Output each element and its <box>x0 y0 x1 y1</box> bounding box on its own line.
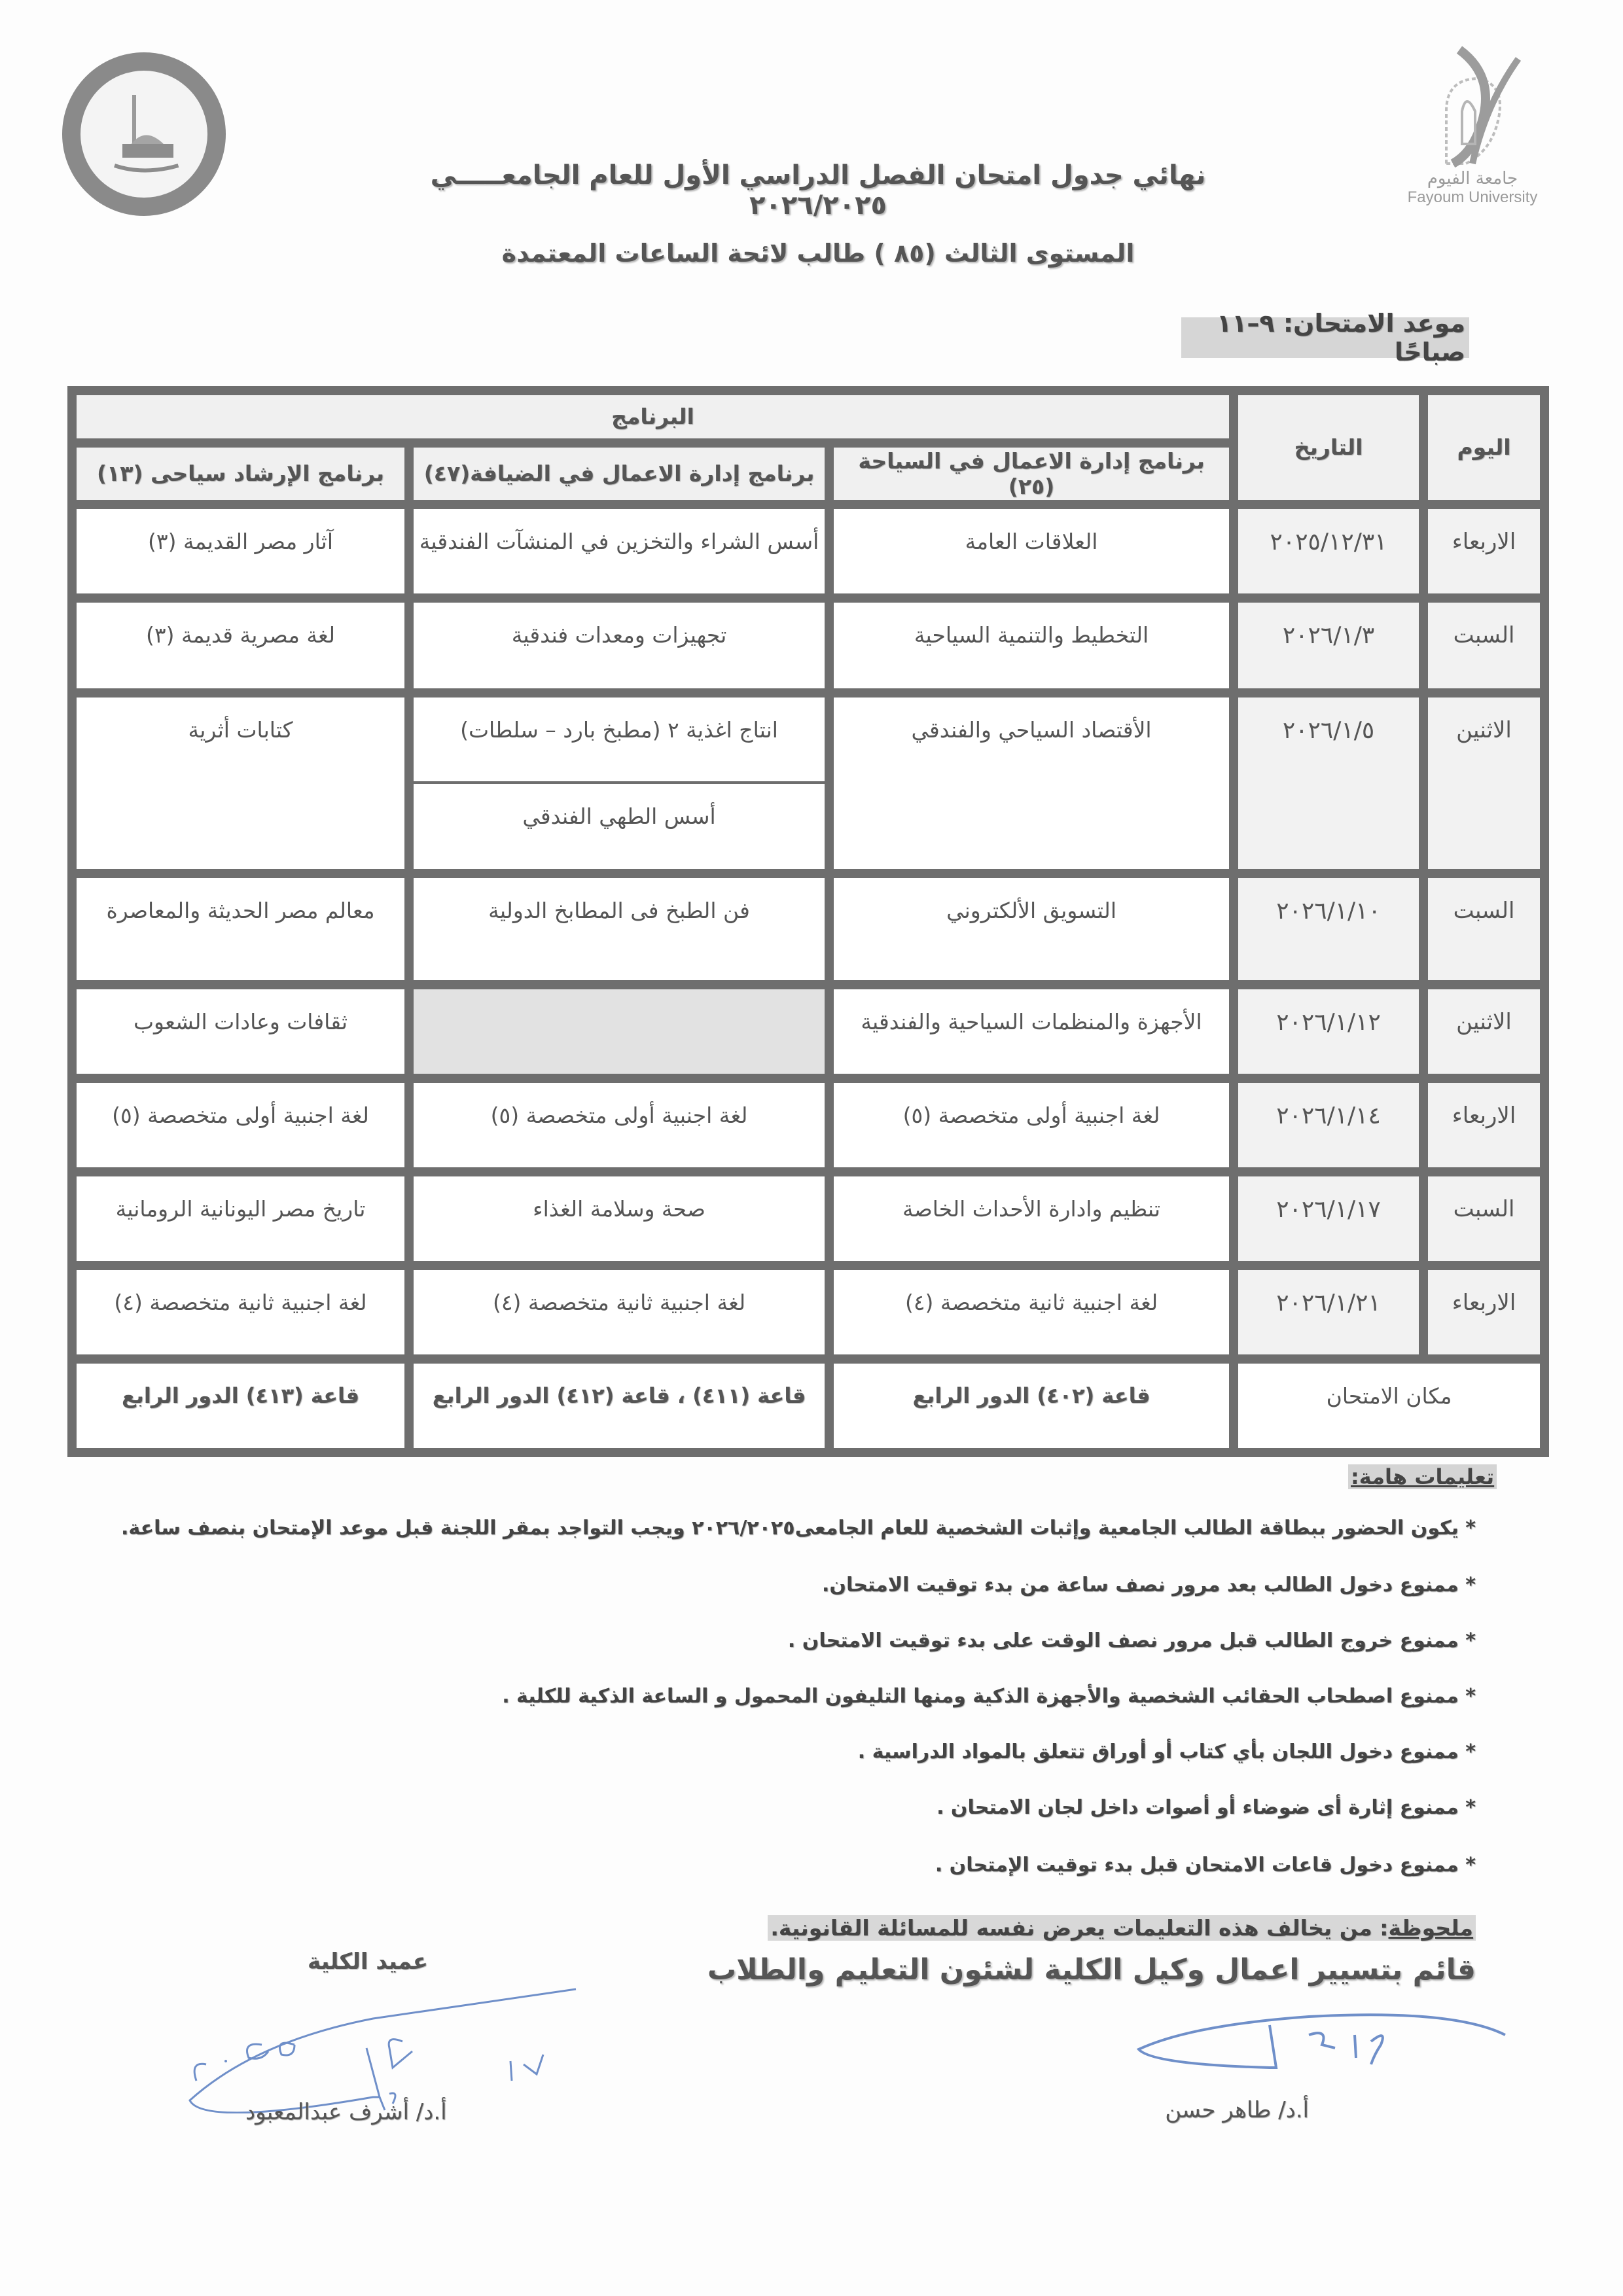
row-course-guidance: معالم مصر الحديثة والمعاصرة <box>106 897 375 923</box>
row-course-hospitality: صحة وسلامة الغذاء <box>533 1195 705 1222</box>
table-row <box>72 1078 1544 1172</box>
exam-schedule-table <box>67 386 1549 1457</box>
row-day: السبت <box>1453 1195 1515 1222</box>
row-course-hospitality: تجهيزات ومعدات فندقية <box>511 622 727 648</box>
table-row <box>72 693 1544 874</box>
instruction-item: * ممنوع دخول اللجان بأي كتاب أو أوراق تتعلق بالمواد الدراسية . <box>857 1740 1476 1763</box>
header-program-guidance: برنامج الإرشاد سياحى (١٣) <box>72 443 409 504</box>
header-date: التاريخ <box>1234 391 1423 504</box>
document-subtitle: المستوى الثالث (٨٥ ) طالب لائحة الساعات المعتمدة <box>501 239 1135 268</box>
row-course-guidance: آثار مصر القديمة (٣) <box>148 528 334 554</box>
instruction-item: * ممنوع خروج الطالب قبل مرور نصف الوقت على بدء توقيت الامتحان . <box>787 1629 1476 1652</box>
vice-dean-name: أ.د/ طاهر حسن <box>1165 2097 1309 2123</box>
location-tourism: قاعة (٤٠٢) الدور الرابع <box>912 1383 1150 1408</box>
table-row <box>72 504 1544 598</box>
row-date: ٢٠٢٦/١/٢١ <box>1276 1289 1381 1316</box>
instruction-item: * ممنوع إثارة أى ضوضاء أو أصوات داخل لجان الامتحان . <box>936 1796 1476 1819</box>
row-date: ٢٠٢٦/١/٥ <box>1282 716 1375 744</box>
instruction-item: * يكون الحضور ببطاقة الطالب الجامعية وإثبات الشخصية للعام الجامعى٢٠٢٦/٢٠٢٥ ويجب التواجد بمقر اللجنة قبل موعد الإمتحان بنصف ساعة. <box>121 1517 1476 1540</box>
row-day: السبت <box>1453 897 1515 924</box>
row-day: الاربعاء <box>1452 1102 1516 1129</box>
university-logo <box>1387 39 1558 216</box>
note-text: : من يخالف هذه التعليمات يعرض نفسه للمسائلة القانونية. <box>770 1915 1389 1941</box>
exam-time: موعد الامتحان: ٩–١١ صباحًا <box>1181 317 1469 358</box>
header-program-hospitality: برنامج إدارة الاعمال في الضيافة(٤٧) <box>409 443 829 504</box>
table-row <box>72 598 1544 693</box>
instruction-item: * ممنوع دخول الطالب بعد مرور نصف ساعة من بدء توقيت الامتحان. <box>822 1574 1476 1597</box>
instruction-item: * ممنوع اصطحاب الحقائب الشخصية والأجهزة الذكية ومنها التليفون المحمول و الساعة الذكية للكلية . <box>502 1685 1476 1708</box>
row-day: الاربعاء <box>1452 1289 1516 1316</box>
legal-note <box>768 1915 1476 1941</box>
row-course-tourism: الأقتصاد السياحي والفندقي <box>911 716 1152 743</box>
fayoum-university-logo-icon <box>1407 39 1538 170</box>
table-row <box>72 1265 1544 1359</box>
row-course-guidance: لغة مصرية قديمة (٣) <box>145 622 336 648</box>
row-day: الاربعاء <box>1452 528 1516 555</box>
dean-title: عميد الكلية <box>308 1949 428 1975</box>
row-course-hospitality-2: أسس الطهي الفندقي <box>522 803 716 829</box>
row-course-tourism: الأجهزة والمنظمات السياحية والفندقية <box>861 1008 1202 1034</box>
row-course-tourism: لغة اجنبية ثانية متخصصة (٤) <box>904 1289 1158 1315</box>
row-course-hospitality: لغة اجنبية ثانية متخصصة (٤) <box>492 1289 746 1315</box>
table-row <box>72 874 1544 985</box>
table-row <box>72 985 1544 1078</box>
row-course-hospitality: لغة اجنبية أولى متخصصة (٥) <box>490 1102 748 1128</box>
split-cell-hospitality <box>414 698 825 869</box>
row-course-hospitality: أسس الشراء والتخزين في المنشآت الفندقية <box>419 528 819 554</box>
header-program-group: البرنامج <box>72 391 1234 443</box>
header-day: اليوم <box>1423 391 1544 504</box>
instruction-item: * ممنوع دخول قاعات الامتحان قبل بدء توقيت الإمتحان . <box>935 1854 1476 1877</box>
dean-name: أ.د/ أشرف عبدالمعبود <box>245 2099 447 2125</box>
university-name-english: Fayoum University <box>1407 188 1538 206</box>
row-date: ٢٠٢٦/١/١٤ <box>1276 1102 1381 1129</box>
vice-dean-signature <box>1113 2002 1531 2074</box>
row-date: ٢٠٢٥/١٢/٣١ <box>1270 528 1387 556</box>
location-hospitality: قاعة (٤١١) ، قاعة (٤١٢) الدور الرابع <box>432 1383 806 1408</box>
row-course-guidance: لغة اجنبية ثانية متخصصة (٤) <box>114 1289 367 1315</box>
row-course-tourism: لغة اجنبية أولى متخصصة (٥) <box>902 1102 1160 1128</box>
location-row <box>72 1359 1544 1453</box>
row-course-hospitality: فن الطبخ فى المطابخ الدولية <box>488 897 750 923</box>
row-date: ٢٠٢٦/١/٣ <box>1282 622 1375 649</box>
faculty-seal-logo <box>62 52 226 216</box>
row-course-tourism: العلاقات العامة <box>965 528 1098 554</box>
vice-dean-title: قائم بتسيير اعمال وكيل الكلية لشئون التعليم والطلاب <box>707 1953 1476 1987</box>
row-course-tourism: تنظيم وادارة الأحداث الخاصة <box>902 1195 1161 1222</box>
row-course-guidance: تاريخ مصر اليونانية الرومانية <box>115 1195 366 1222</box>
row-course-guidance: كتابات أثرية <box>188 716 293 743</box>
row-course-hospitality: انتاج اغذية ٢ (مطبخ بارد – سلطات) <box>460 716 778 743</box>
document-title: نهائي جدول امتحان الفصل الدراسي الأول للعام الجامعـــــي ٢٠٢٦/٢٠٢٥ <box>430 160 1206 221</box>
location-label: مكان الامتحان <box>1326 1383 1452 1409</box>
faculty-of-tourism-and-hotels-seal-icon <box>95 85 193 183</box>
row-date: ٢٠٢٦/١/١٢ <box>1276 1008 1381 1036</box>
handwritten-signature-icon <box>1113 2002 1531 2074</box>
row-date: ٢٠٢٦/١/١٠ <box>1276 897 1381 925</box>
handwritten-signature-icon <box>177 1983 582 2113</box>
note-label: ملحوظة <box>1388 1915 1473 1941</box>
dean-signature <box>177 1983 582 2113</box>
row-day: السبت <box>1453 622 1515 648</box>
row-course-guidance: لغة اجنبية أولى متخصصة (٥) <box>112 1102 369 1128</box>
row-day: الاثنين <box>1456 716 1512 743</box>
header-program-tourism: برنامج إدارة الاعمال في السياحة (٢٥) <box>829 443 1234 504</box>
university-name-arabic: جامعة الفيوم <box>1427 169 1518 188</box>
row-course-tourism: التسويق الألكتروني <box>946 897 1116 923</box>
location-guidance: قاعة (٤١٣) الدور الرابع <box>122 1383 360 1408</box>
row-course-guidance: ثقافات وعادات الشعوب <box>133 1008 348 1034</box>
row-date: ٢٠٢٦/١/١٧ <box>1276 1195 1381 1223</box>
row-day: الاثنين <box>1456 1008 1512 1035</box>
instructions-title: تعليمات هامة: <box>1348 1464 1497 1489</box>
row-course-hospitality-empty <box>414 989 825 1009</box>
row-course-tourism: التخطيط والتنمية السياحية <box>914 622 1149 648</box>
table-row <box>72 1172 1544 1265</box>
